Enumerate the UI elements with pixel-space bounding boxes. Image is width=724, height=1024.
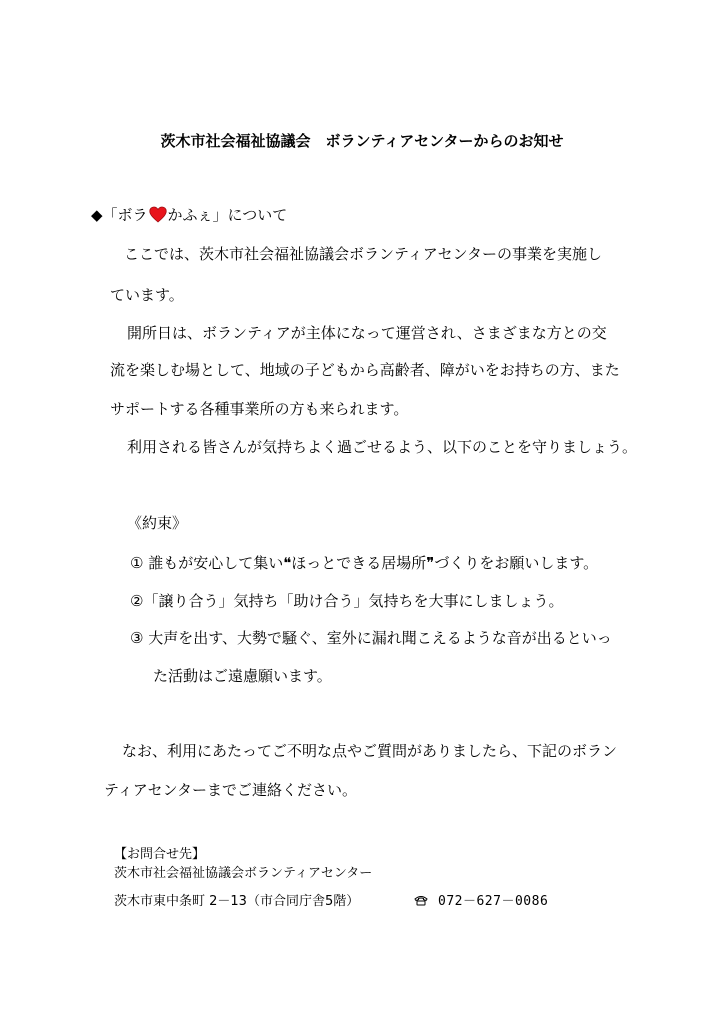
intro-line-6: 利用される皆さんが気持ちよく過ごせるよう、以下のことを守りましょう。 [127,438,638,456]
contact-org: 茨木市社会福祉協議会ボランティアセンター [114,866,373,881]
contact-heading: 【お問合せ先】 [114,847,206,862]
promise-item-3-line-1: ③ 大声を出す、大勢で騒ぐ、室外に漏れ聞こえるような音が出るといっ [130,629,612,647]
intro-line-5: サポートする各種事業所の方も来られます。 [110,400,409,418]
intro-line-1: ここでは、茨木市社会福祉協議会ボランティアセンターの事業を実施し [124,245,603,263]
contact-phone-number: 072－627－0086 [438,894,549,909]
promise-item-3-line-2: た活動はご遠慮願います。 [153,667,332,685]
closing-line-1: なお、利用にあたってご不明な点やご質問がありましたら、下記のボラン [122,742,618,760]
promise-heading: 《約束》 [127,514,188,532]
contact-phone [414,893,548,911]
intro-line-2: ています。 [110,286,184,304]
page-title: 茨木市社会福祉協議会 ボランティアセンターからのお知せ [160,132,564,150]
phone-icon [414,895,428,906]
promise-item-2: ②「譲り合う」気持ち「助け合う」気持ちを大事にしましょう。 [130,592,564,610]
heart-icon [149,206,167,223]
promise-item-1: ① 誰もが安心して集い❝ほっとできる居場所❞づくりをお願いします。 [130,554,599,572]
closing-line-2: ティアセンターまでご連絡ください。 [104,781,358,799]
contact-address: 茨木市東中条町 2－13（市合同庁舎5階） [114,894,360,909]
section-heading-suffix: かふぇ」について [167,206,288,224]
section-heading [91,205,287,225]
section-heading-prefix: ◆「ボラ [91,206,148,224]
intro-line-4: 流を楽しむ場として、地域の子どもから高齢者、障がいをお持ちの方、また [110,361,620,379]
intro-line-3: 開所日は、ボランティアが主体になって運営され、さまざまな方との交 [127,324,607,342]
